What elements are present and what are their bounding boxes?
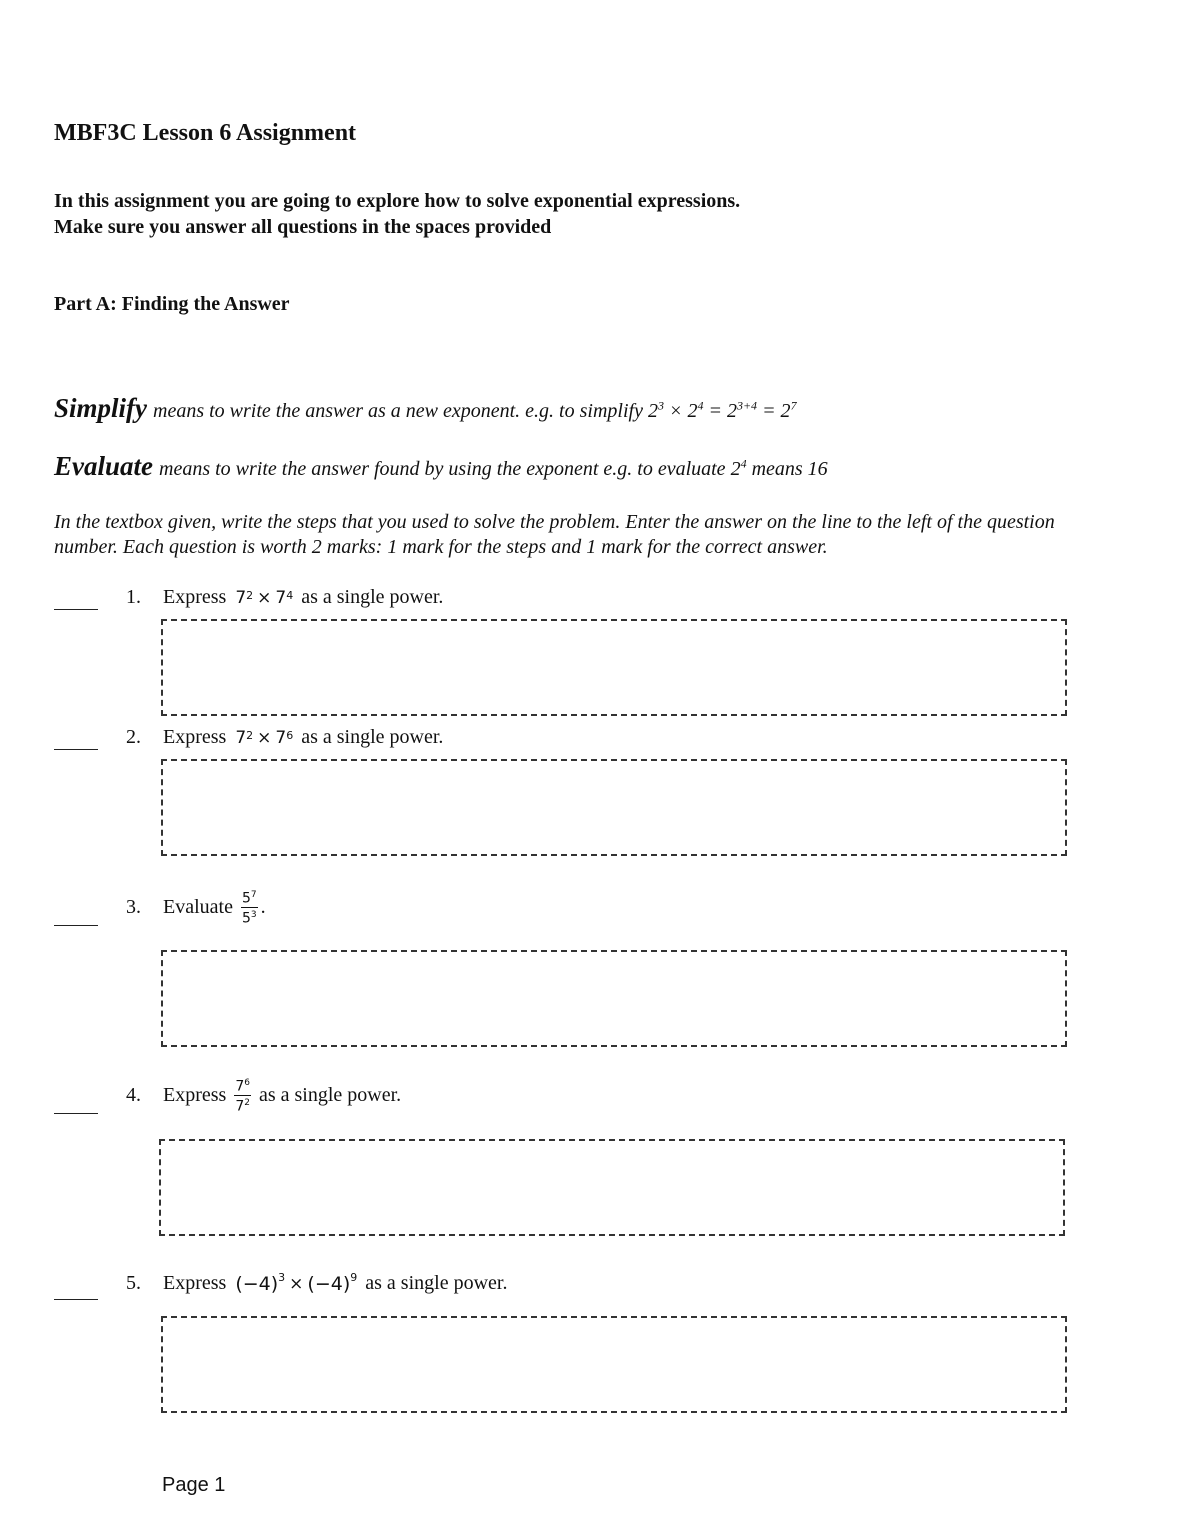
fraction-numerator	[241, 888, 258, 908]
expr-base-2: 7	[275, 727, 287, 748]
question-1	[126, 586, 443, 609]
simplify-term: Simplify	[54, 393, 147, 423]
question-verb: Express	[163, 1272, 227, 1294]
simplify-eq: = 2	[703, 400, 737, 422]
question-tail: as a single power.	[301, 726, 444, 748]
evaluate-definition	[54, 451, 828, 482]
fraction-numerator	[234, 1076, 251, 1096]
question-verb: Evaluate	[163, 895, 233, 918]
denominator-exp: 3	[250, 909, 257, 920]
question-number: 4.	[126, 1083, 141, 1106]
question-number: 5.	[126, 1272, 141, 1294]
question-verb: Express	[163, 1083, 227, 1106]
evaluate-text: means to write the answer found by using the exponent e.g. to evaluate 2	[159, 458, 741, 480]
question-expression	[235, 588, 293, 608]
expr-exp-1: 2	[246, 729, 254, 742]
question-fraction	[234, 1076, 251, 1114]
answer-textbox-1[interactable]	[161, 619, 1067, 716]
question-tail: as a single power.	[301, 586, 444, 608]
question-verb: Express	[163, 586, 227, 608]
expr-exp-2: 6	[286, 729, 294, 742]
expr-base-1: 7	[235, 587, 247, 608]
answer-textbox-5[interactable]	[161, 1316, 1067, 1413]
answer-textbox-3[interactable]	[161, 950, 1067, 1047]
question-number: 3.	[126, 895, 141, 918]
page-title: MBF3C Lesson 6 Assignment	[54, 120, 357, 146]
expr-operator: ×	[257, 587, 272, 608]
page-number: Page 1	[162, 1474, 226, 1496]
evaluate-term: Evaluate	[54, 451, 153, 481]
answer-line-4[interactable]	[54, 1113, 98, 1114]
answer-line-3[interactable]	[54, 925, 98, 926]
expr-base-2: (−4)	[307, 1272, 351, 1295]
numerator-exp: 6	[244, 1078, 250, 1088]
numerator-exp: 7	[250, 890, 257, 900]
answer-textbox-4[interactable]	[159, 1139, 1065, 1236]
answer-textbox-2[interactable]	[161, 759, 1067, 856]
expr-exp-1: 3	[278, 1271, 286, 1284]
fraction-denominator	[242, 908, 257, 927]
question-2	[126, 726, 443, 749]
fraction-denominator	[235, 1096, 250, 1115]
question-expression	[235, 728, 293, 748]
question-tail: as a single power.	[258, 1083, 402, 1106]
question-verb: Express	[163, 726, 227, 748]
expr-base-1: 7	[235, 727, 247, 748]
intro-line-1: In this assignment you are going to explore how to solve exponential expressions.	[54, 190, 741, 212]
expr-exp-2: 4	[286, 589, 294, 602]
simplify-exp-4: 7	[790, 398, 797, 413]
numerator-base: 7	[235, 1078, 245, 1095]
simplify-eq-2: = 2	[757, 400, 791, 422]
denominator-base: 5	[241, 910, 251, 927]
answer-line-5[interactable]	[54, 1299, 98, 1300]
question-3	[126, 888, 266, 926]
simplify-definition	[54, 393, 797, 424]
intro-line-2: Make sure you answer all questions in the spaces provided	[54, 216, 552, 238]
question-tail: .	[260, 895, 266, 918]
question-number: 2.	[126, 726, 141, 748]
simplify-times: × 2	[663, 400, 698, 422]
section-heading: Part A: Finding the Answer	[54, 293, 290, 315]
simplify-exp-2: 4	[697, 398, 704, 413]
simplify-exp-1: 3	[657, 398, 664, 413]
instructions: In the textbox given, write the steps that you used to solve the problem. Enter the answer on the line to the left of the question number. Each question is worth 2 marks: 1 mark for the steps and 1 mark for the correct answer.	[54, 511, 1055, 558]
evaluate-rest: means 16	[746, 458, 828, 480]
question-number: 1.	[126, 586, 141, 608]
expr-exp-2: 9	[350, 1271, 358, 1284]
numerator-base: 5	[241, 890, 251, 907]
question-5	[126, 1272, 507, 1295]
denominator-base: 7	[235, 1098, 245, 1115]
expr-base-2: 7	[275, 587, 287, 608]
question-fraction	[241, 888, 258, 926]
evaluate-exp-1: 4	[740, 456, 747, 471]
answer-line-2[interactable]	[54, 749, 98, 750]
simplify-exp-3: 3+4	[736, 398, 758, 413]
question-expression	[235, 1273, 357, 1295]
expr-exp-1: 2	[246, 589, 254, 602]
answer-line-1[interactable]	[54, 609, 98, 610]
expr-operator: ×	[257, 727, 272, 748]
expr-base-1: (−4)	[235, 1272, 279, 1295]
expr-operator: ×	[289, 1273, 304, 1294]
denominator-exp: 2	[244, 1097, 250, 1108]
question-4	[126, 1076, 401, 1114]
simplify-text: means to write the answer as a new exponent. e.g. to simplify 2	[153, 400, 658, 422]
question-tail: as a single power.	[365, 1272, 508, 1294]
